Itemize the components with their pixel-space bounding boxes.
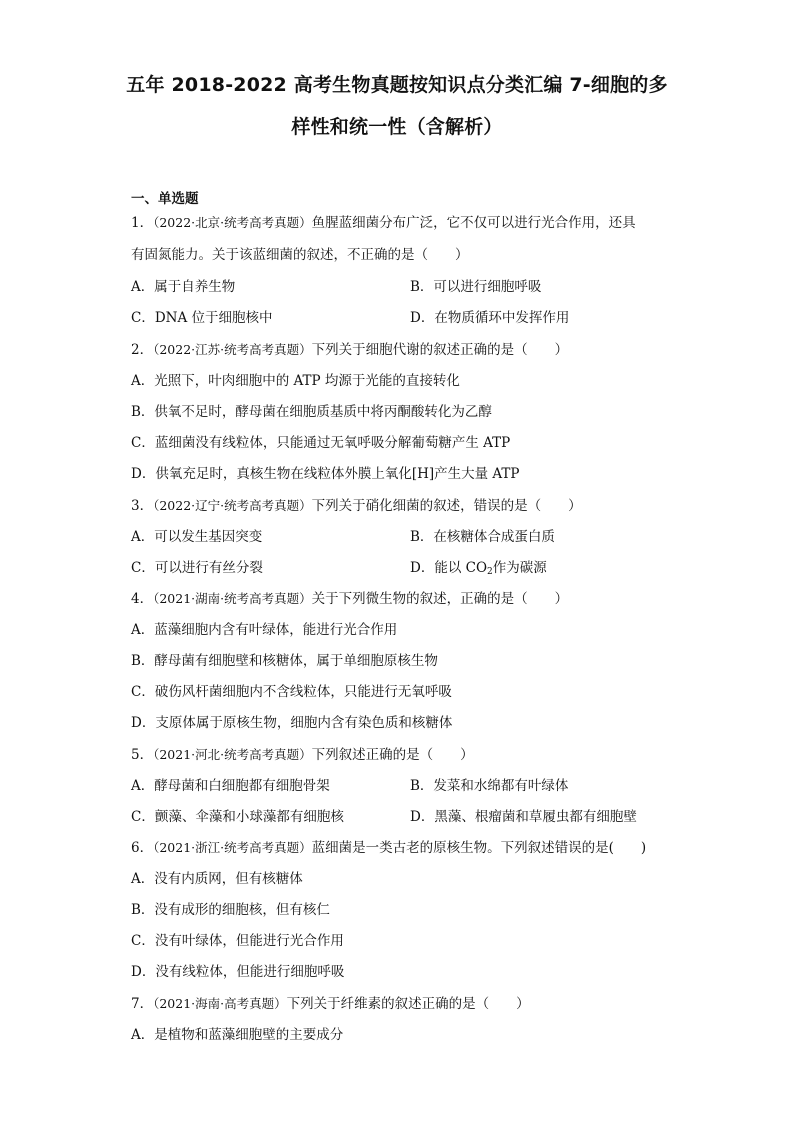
question-3-stem bbox=[131, 494, 582, 514]
question-1-option-b: B．可以进行细胞呼吸 bbox=[410, 279, 542, 295]
question-3-option-c: C．可以进行有丝分裂 bbox=[131, 560, 263, 576]
question-number: 3． bbox=[131, 498, 154, 514]
question-source: （2021·河北·统考高考真题） bbox=[153, 747, 312, 762]
question-source: （2022·北京·统考高考真题） bbox=[153, 215, 312, 230]
question-4-option-b: B．酵母菌有细胞壁和核糖体，属于单细胞原核生物 bbox=[131, 653, 438, 669]
question-text: 下列叙述正确的是（ ） bbox=[311, 747, 474, 763]
question-5-option-d: D．黑藻、根瘤菌和草履虫都有细胞壁 bbox=[410, 809, 637, 825]
question-6-stem bbox=[131, 836, 646, 856]
question-number: 5． bbox=[131, 747, 154, 763]
question-number: 2． bbox=[131, 342, 154, 358]
question-number: 7． bbox=[131, 996, 154, 1012]
question-6-option-a: A．没有内质网，但有核糖体 bbox=[131, 871, 303, 887]
question-3-option-d bbox=[410, 556, 547, 577]
question-number: 6． bbox=[131, 840, 154, 856]
question-2-option-c: C．蓝细菌没有线粒体，只能通过无氧呼吸分解葡萄糖产生 ATP bbox=[131, 435, 511, 451]
question-1-option-c: C．DNA 位于细胞核中 bbox=[131, 310, 273, 326]
question-5-stem bbox=[131, 743, 474, 763]
question-text: 下列关于纤维素的叙述正确的是（ ） bbox=[286, 996, 530, 1012]
question-4-option-d: D．支原体属于原核生物，细胞内含有染色质和核糖体 bbox=[131, 715, 453, 731]
document-title-line-1: 五年 2018-2022 高考生物真题按知识点分类汇编 7-细胞的多 bbox=[126, 74, 668, 96]
question-1-option-d: D．在物质循环中发挥作用 bbox=[410, 310, 570, 326]
question-1-option-a: A．属于自养生物 bbox=[131, 279, 236, 295]
question-number: 1． bbox=[131, 215, 154, 231]
question-3-option-a: A．可以发生基因突变 bbox=[131, 529, 263, 545]
question-1-stem-cont: 有固氮能力。关于该蓝细菌的叙述，不正确的是（ ） bbox=[131, 247, 469, 263]
question-5-option-c: C．颤藻、伞藻和小球藻都有细胞核 bbox=[131, 809, 344, 825]
question-source: （2022·江苏·统考高考真题） bbox=[153, 342, 312, 357]
question-2-option-d: D．供氧充足时，真核生物在线粒体外膜上氧化[H]产生大量 ATP bbox=[131, 466, 520, 482]
question-source: （2021·海南·高考真题） bbox=[153, 996, 287, 1011]
question-text: 鱼腥蓝细菌分布广泛，它不仅可以进行光合作用，还具 bbox=[311, 215, 636, 231]
section-heading: 一、单选题 bbox=[131, 191, 199, 207]
question-1-stem bbox=[131, 211, 636, 231]
question-7-option-a: A．是植物和蓝藻细胞壁的主要成分 bbox=[131, 1027, 344, 1043]
question-text: 蓝细菌是一类古老的原核生物。下列叙述错误的是( ) bbox=[311, 840, 647, 856]
question-source: （2021·湖南·统考高考真题） bbox=[153, 591, 312, 606]
question-4-option-c: C．破伤风杆菌细胞内不含线粒体，只能进行无氧呼吸 bbox=[131, 684, 452, 700]
question-2-stem bbox=[131, 338, 568, 358]
question-3-option-b: B．在核糖体合成蛋白质 bbox=[410, 529, 555, 545]
option-text: 作为碳源 bbox=[492, 560, 547, 576]
question-text: 下列关于硝化细菌的叙述，错误的是（ ） bbox=[311, 498, 582, 514]
question-5-option-b: B．发菜和水绵都有叶绿体 bbox=[410, 778, 569, 794]
question-source: （2021·浙江·统考高考真题） bbox=[153, 840, 312, 855]
question-text: 下列关于细胞代谢的叙述正确的是（ ） bbox=[311, 342, 569, 358]
question-2-option-a: A．光照下，叶肉细胞中的 ATP 均源于光能的直接转化 bbox=[131, 373, 460, 389]
question-2-option-b: B．供氧不足时，酵母菌在细胞质基质中将丙酮酸转化为乙醇 bbox=[131, 404, 492, 420]
question-4-option-a: A．蓝藻细胞内含有叶绿体，能进行光合作用 bbox=[131, 622, 398, 638]
question-6-option-d: D．没有线粒体，但能进行细胞呼吸 bbox=[131, 964, 345, 980]
question-number: 4． bbox=[131, 591, 154, 607]
document-title-line-2: 样性和统一性（含解析） bbox=[291, 116, 503, 138]
option-text: D．能以 CO bbox=[410, 560, 488, 576]
question-7-stem bbox=[131, 992, 530, 1012]
subscript-2: 2 bbox=[487, 567, 493, 577]
question-6-option-c: C．没有叶绿体，但能进行光合作用 bbox=[131, 933, 344, 949]
question-5-option-a: A．酵母菌和白细胞都有细胞骨架 bbox=[131, 778, 330, 794]
question-text: 关于下列微生物的叙述，正确的是（ ） bbox=[311, 591, 569, 607]
question-6-option-b: B．没有成形的细胞核，但有核仁 bbox=[131, 902, 330, 918]
question-4-stem bbox=[131, 587, 568, 607]
question-source: （2022·辽宁·统考高考真题） bbox=[153, 498, 312, 513]
